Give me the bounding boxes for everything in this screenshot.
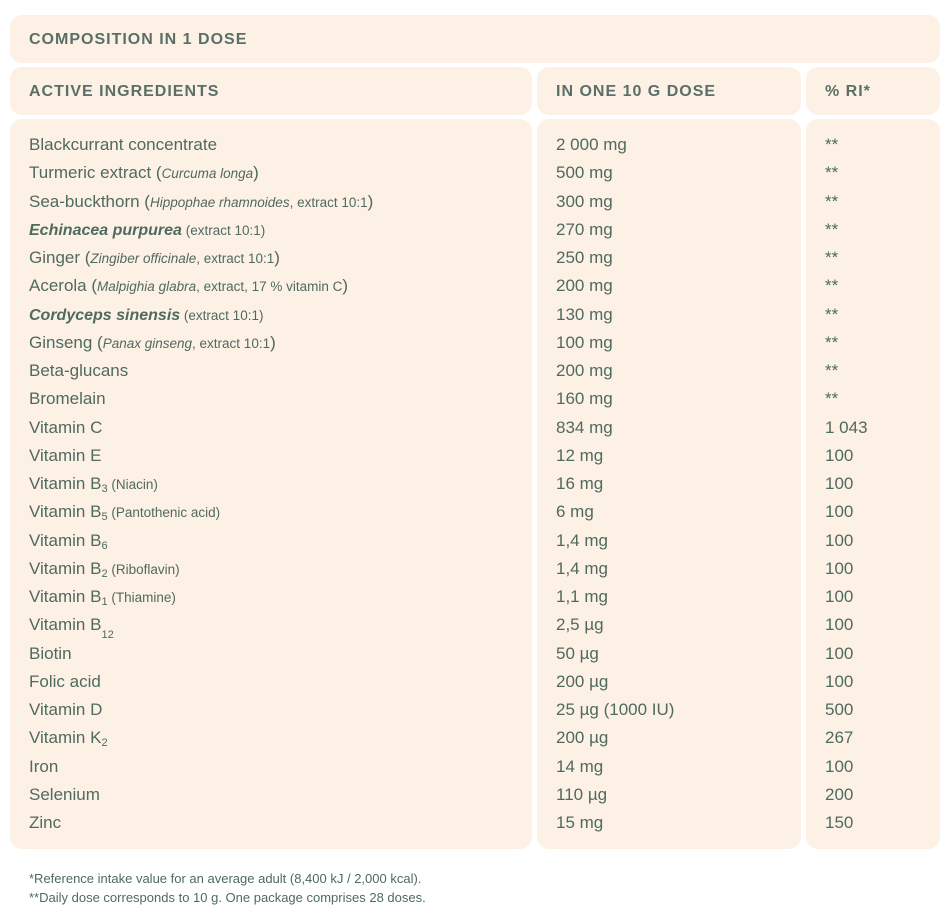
ingredient-subscript: 1 [101,596,108,608]
ingredient-name [29,244,280,272]
ingredient-label: Vitamin B [29,530,102,550]
ri-value: 100 [825,558,854,578]
ingredient-label: Bromelain [29,389,106,409]
dose-column-header [537,67,801,115]
dose-value: 14 mg [556,756,604,776]
ingredient-name [29,188,373,216]
dose-value: 50 µg [556,643,599,663]
table-row [0,329,952,357]
ingredient-name [29,781,100,809]
dose-value: 834 mg [556,417,613,437]
ingredient-label: Vitamin E [29,445,102,465]
ingredients-header-label: ACTIVE INGREDIENTS [29,83,220,100]
ri-value: 100 [825,671,854,691]
table-row [0,724,952,752]
ingredient-name [29,272,348,300]
ri-value: 100 [825,756,854,776]
ingredient-label: Selenium [29,784,100,804]
ingredient-name [29,753,58,781]
ingredient-name [29,329,276,357]
ingredient-name [29,216,265,244]
ingredient-subscript: 5 [101,511,108,524]
ingredient-subscript: 2 [101,567,108,580]
ingredient-latin-name: Echinacea purpurea [29,221,182,239]
ingredient-label: Vitamin B [29,502,102,522]
ingredient-label: Ginger [29,248,81,267]
dose-value: 270 mg [556,219,613,239]
dose-value: 200 µg [556,728,609,748]
ingredient-name [29,555,180,583]
table-row [0,470,952,498]
dose-value: 110 µg [556,784,608,804]
ri-value: 100 [825,445,854,465]
paren-close: ) [274,248,280,267]
ri-column-header [806,67,940,115]
paren-close: ) [367,191,374,211]
ingredient-name [29,385,106,413]
ri-value: 100 [825,474,854,493]
ingredient-latin-name: Malpighia glabra [97,279,197,295]
table-row [0,272,952,300]
table-row [0,188,952,216]
ingredient-name [29,696,102,724]
ri-value: 100 [825,502,854,522]
ri-value: ** [825,389,839,409]
ingredient-name [29,159,259,187]
dose-value: 1,4 mg [556,530,608,550]
dose-value: 200 mg [556,276,613,296]
ingredient-label: Vitamin B [29,587,102,606]
dose-value: 1,1 mg [556,587,608,606]
ri-value: ** [825,248,839,267]
table-row [0,555,952,583]
ri-value: 267 [825,728,854,748]
ingredient-label: Iron [29,756,59,776]
paren-open: ( [139,191,150,211]
ri-value: ** [825,304,839,324]
dose-value: 200 mg [556,361,613,380]
paren-close: ) [270,332,276,352]
ingredient-label: Blackcurrant concentrate [29,135,218,154]
table-row [0,385,952,413]
ingredient-name [29,442,101,470]
ingredient-name [29,583,176,611]
footnote-ri: *Reference intake value for an average adult (8,400 kJ / 2,000 kcal). [29,871,422,886]
dose-value: 130 mg [556,304,613,324]
dose-value: 15 mg [556,813,604,832]
dose-value: 100 mg [556,332,613,352]
dose-value: 12 mg [556,445,604,465]
ri-value: 500 [825,700,854,719]
ingredient-label: Beta-glucans [29,361,129,380]
ingredient-detail: , extract 10:1 [192,335,271,351]
ingredient-label: Folic acid [29,671,101,691]
ingredient-label: Ginseng [29,332,93,352]
paren-open: ( [92,332,103,352]
ingredient-latin-name: Zingiber officinale [90,251,197,266]
table-row [0,301,952,329]
table-row [0,781,952,809]
ingredient-detail: (Pantothenic acid) [107,505,221,521]
ingredient-label: Biotin [29,643,72,663]
ingredient-latin-name: Curcuma longa [161,166,254,182]
composition-title-bar [10,15,940,63]
ingredient-label: Acerola [29,276,87,296]
ingredient-name [29,668,101,696]
footnotes [29,869,426,907]
table-row [0,583,952,611]
table-row [0,696,952,724]
table-row [0,414,952,442]
table-row [0,442,952,470]
ri-value: 150 [825,813,854,832]
ri-value: ** [825,219,839,239]
dose-value: 6 mg [556,502,594,522]
ingredient-latin-name: Hippophae rhamnoides [149,194,290,210]
ingredient-latin-name: Cordyceps sinensis [29,306,181,324]
ingredient-latin-name: Panax ginseng [102,335,193,351]
ingredient-name [29,357,128,385]
ri-value: ** [825,163,839,183]
ingredient-detail: (extract 10:1) [181,222,266,238]
table-row [0,640,952,668]
ingredient-name [29,414,102,442]
dose-value: 25 µg (1000 IU) [556,700,675,719]
table-row [0,753,952,781]
ri-value: 100 [825,587,854,606]
ri-value: 1 043 [825,417,868,437]
ingredient-detail: , extract 10:1 [196,251,275,266]
ingredient-label: Vitamin B [29,558,102,578]
ingredient-label: Vitamin C [29,417,103,437]
ri-value: ** [825,276,839,296]
table-row [0,244,952,272]
ingredient-detail: (extract 10:1) [180,307,264,323]
ingredient-label: Vitamin D [29,700,103,719]
paren-close: ) [342,276,349,296]
paren-open: ( [80,248,91,267]
table-row [0,498,952,526]
ingredients-column-header [10,67,532,115]
ri-value: 100 [825,643,854,663]
ingredient-detail: (Niacin) [107,477,158,492]
ingredient-label: Zinc [29,813,62,832]
ingredient-name [29,640,72,668]
dose-value: 250 mg [556,248,613,267]
ingredient-name [29,724,108,752]
ingredient-name [29,809,61,837]
ri-value: 100 [825,530,854,550]
table-row [0,611,952,642]
table-row [0,809,952,837]
dose-value: 1,4 mg [556,558,608,578]
ingredients-table [0,131,952,837]
ingredient-label: Turmeric extract [29,163,152,183]
ingredient-subscript: 6 [101,539,108,552]
dose-value: 2,5 µg [556,615,604,635]
ri-value: ** [825,332,839,352]
table-row [0,159,952,187]
ingredient-name [29,611,114,642]
ingredient-name [29,498,220,526]
ingredient-detail: (Riboflavin) [107,561,180,577]
ri-header-label: % RI* [825,83,871,100]
table-row [0,668,952,696]
table-row [0,527,952,555]
ingredient-detail: , extract 10:1 [289,194,368,210]
ingredient-subscript: 12 [101,629,114,642]
dose-value: 300 mg [556,191,613,211]
paren-open: ( [151,163,162,183]
ingredient-name [29,527,108,555]
dose-value: 200 µg [556,671,609,691]
dose-value: 16 mg [556,474,604,493]
ingredient-label: Vitamin K [29,728,102,748]
ri-value: ** [825,135,839,154]
paren-close: ) [253,163,259,183]
ingredient-label: Vitamin B [29,474,102,493]
ingredient-detail: , extract, 17 % vitamin C [196,279,343,295]
dose-value: 2 000 mg [556,135,627,154]
dose-value: 500 mg [556,163,613,183]
ingredient-name [29,470,158,498]
footnote-dose: **Daily dose corresponds to 10 g. One package comprises 28 doses. [29,890,426,905]
dose-value: 160 mg [556,389,613,409]
paren-open: ( [86,276,98,296]
ingredient-subscript: 2 [101,737,108,750]
composition-title: COMPOSITION IN 1 DOSE [29,31,248,48]
ri-value: 100 [825,615,854,635]
ri-value: 200 [825,784,854,804]
ingredient-name [29,131,217,159]
ingredient-detail: (Thiamine) [107,590,176,605]
ri-value: ** [825,361,839,380]
ri-value: ** [825,191,839,211]
ingredient-subscript: 3 [101,483,108,495]
table-row [0,131,952,159]
dose-header-label: IN ONE 10 G DOSE [556,83,717,100]
table-row [0,216,952,244]
table-row [0,357,952,385]
ingredient-name [29,301,263,329]
ingredient-label: Sea-buckthorn [29,191,140,211]
ingredient-label: Vitamin B [29,615,102,635]
